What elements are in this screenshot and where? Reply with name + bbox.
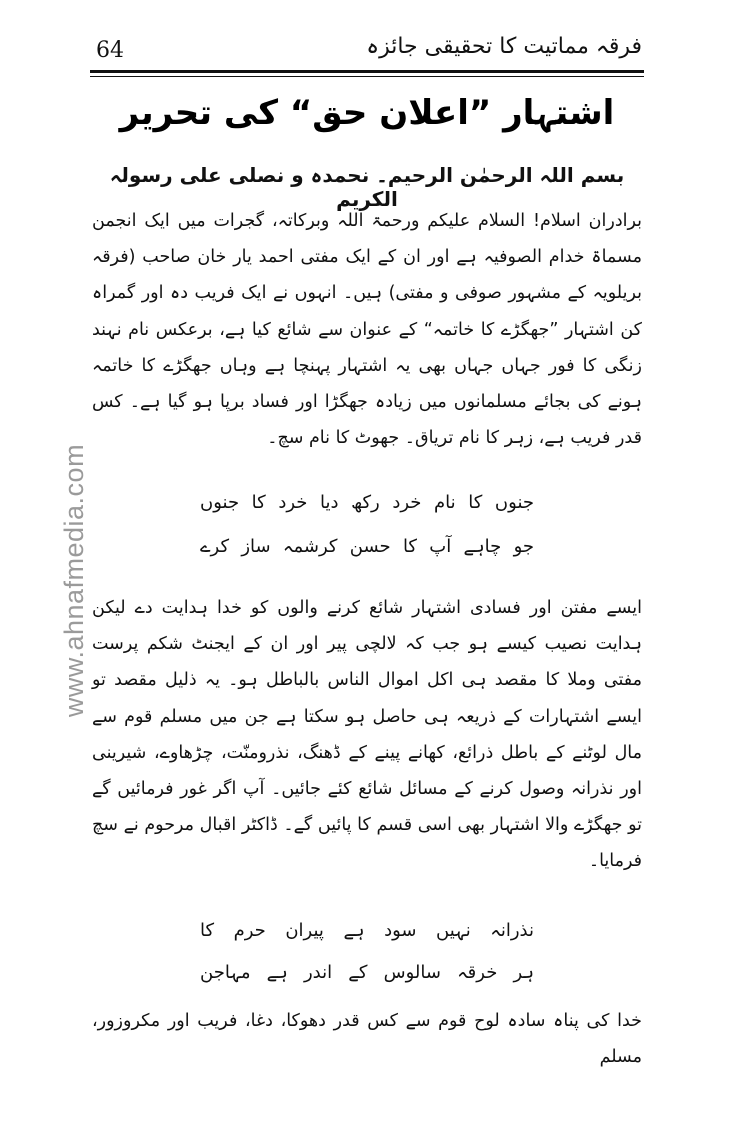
body-paragraph xyxy=(92,1003,642,1075)
paragraph-3: خدا کی پناہ سادہ لوح قوم سے کس قدر دھوکا، دغا، فریب اور مکروزور، مسلم xyxy=(92,1011,642,1068)
body-paragraph xyxy=(92,203,642,456)
paragraph-2: ایسے مفتن اور فسادی اشتہار شائع کرنے والوں کو خدا ہدایت دے لیکن ہدایت نصیب کیسے ہو جب کہ لالچی پیر اور ان کے ایجنٹ شکم پرست مفتی وملا کا مقصد ہی اکل اموال الناس بالباطل ہو۔ یہ ذلیل مقصد تو ایسے اشتہارات کے ذریعہ ہی حاصل ہو سکتا ہے جن میں مسلم قوم سے مال لوٹنے کے باطل ذرائع، کھانے پینے کے ڈھنگ، نذرومنّت، چڑھاوے، شیرینی اور نذرانہ وصول کرنے کے مسائل شائع کئے جائیں۔ آپ اگر غور فرمائیں گے تو جھگڑے والا اشتہار بھی اسی قسم کا پائیں گے۔ ڈاکٹر اقبال مرحوم نے سچ فرمایا۔ xyxy=(92,598,642,872)
header-rule-thin xyxy=(90,76,644,77)
paragraph-1: برادران اسلام! السلام علیکم ورحمۃ اللہ وبرکاتہ، گجرات میں ایک انجمن مسماۃ خدام الصوفیہ ہے اور ان کے ایک مفتی احمد یار خان صاحب (فرقہ بریلویہ کے مشہور صوفی و مفتی) ہیں۔ انہوں نے ایک فریب دہ اور گمراہ کن اشتہار ”جھگڑے کا خاتمہ“ کے عنوان سے شائع کیا ہے، برعکس نام نہند زنگی کا فور جہاں جہاں بھی یہ اشتہار پہنچا ہے وہاں جھگڑے کا خاتمہ ہونے کی بجائے مسلمانوں میں زیادہ جھگڑا اور فساد برپا ہو گیا ہے۔ کس قدر فریب ہے، زہر کا نام تریاق۔ جھوٹ کا نام سچ۔ xyxy=(92,211,642,449)
verse-line: جنوں کا نام خرد رکھ دیا خرد کا جنوں xyxy=(200,492,534,513)
running-head: فرقہ مماتیت کا تحقیقی جائزہ xyxy=(366,34,642,59)
verse-line: جو چاہے آپ کا حسن کرشمہ ساز کرے xyxy=(200,536,534,557)
verse-line: نذرانہ نہیں سود ہے پیران حرم کا xyxy=(200,920,534,941)
section-title: اشتہار ”اعلان حق“ کی تحریر xyxy=(119,93,615,133)
header-rule xyxy=(90,70,644,73)
body-paragraph xyxy=(92,590,642,880)
watermark-text: www.ahnafmedia.com xyxy=(59,443,90,717)
verse-line: ہر خرقہ سالوس کے اندر ہے مہاجن xyxy=(200,962,534,983)
page-number: 64 xyxy=(96,38,124,63)
bismillah-line: بسم اللہ الرحمٰن الرحیم۔ نحمدہ و نصلی علی رسولہ الکریم xyxy=(109,163,625,211)
